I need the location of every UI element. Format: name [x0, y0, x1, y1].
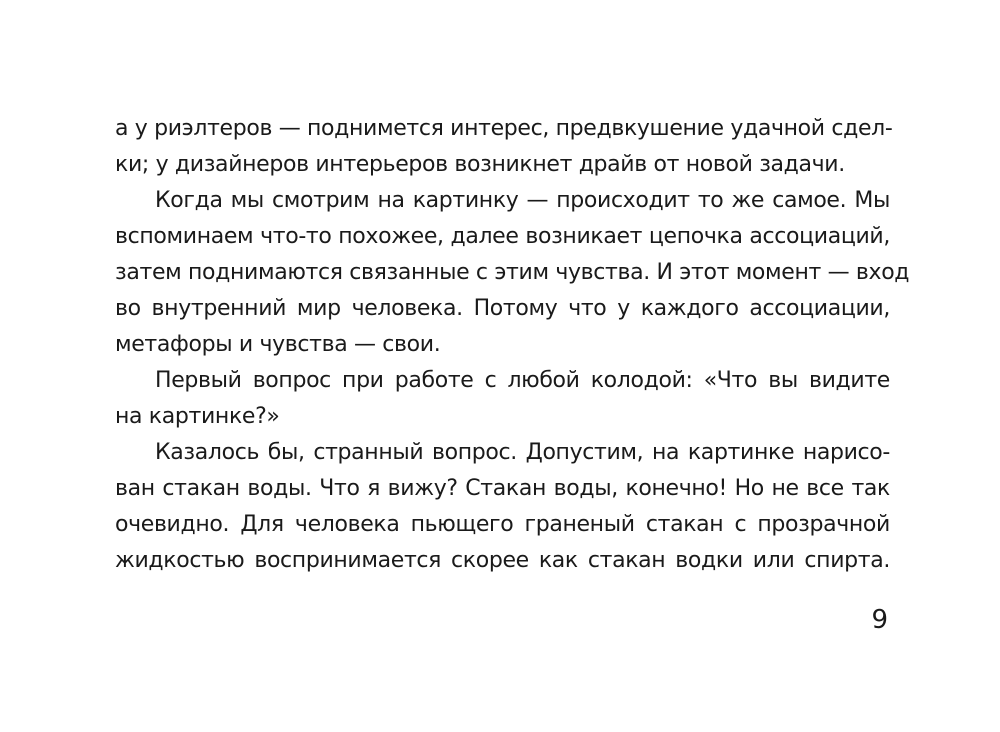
text-line: вспоминаем что-то похожее, далее возникает цепочка ассоциаций,	[115, 224, 890, 249]
text-line: Первый вопрос при работе с любой колодой: «Что вы видите	[155, 368, 890, 393]
page-number: 9	[871, 605, 888, 635]
text-line: ки; у дизайнеров интерьеров возникнет драйв от новой задачи.	[115, 152, 845, 177]
text-line: метафоры и чувства — свои.	[115, 332, 441, 357]
text-line: жидкостью воспринимается скорее как стакан водки или спирта.	[115, 548, 890, 573]
body-text	[115, 111, 910, 579]
text-line: Казалось бы, странный вопрос. Допустим, на картинке нарисо-	[155, 440, 890, 465]
text-line: очевидно. Для человека пьющего граненый стакан с прозрачной	[115, 512, 890, 537]
text-line: ван стакан воды. Что я вижу? Стакан воды, конечно! Но не все так	[115, 476, 890, 501]
text-line: на картинке?»	[115, 404, 280, 429]
text-line: Когда мы смотрим на картинку — происходит то же самое. Мы	[155, 188, 890, 213]
text-line: во внутренний мир человека. Потому что у каждого ассоциации,	[115, 296, 890, 321]
text-line: затем поднимаются связанные с этим чувства. И этот момент — вход	[115, 260, 910, 285]
text-line: а у риэлтеров — поднимется интерес, предвкушение удачной сдел-	[115, 116, 893, 141]
